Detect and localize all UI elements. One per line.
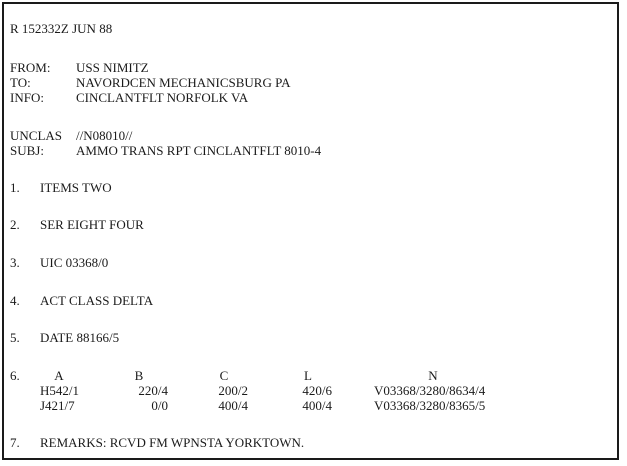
item-number: 4. — [10, 293, 20, 308]
item-number: 6. — [10, 368, 20, 383]
column-header-n: N — [428, 368, 438, 383]
column-header-l: L — [304, 368, 312, 383]
remarks-text: REMARKS: RCVD FM WPNSTA YORKTOWN. — [40, 435, 305, 450]
column-header-b: B — [134, 368, 144, 383]
info-value: CINCLANTFLT NORFOLK VA — [76, 90, 249, 105]
item-text: ACT CLASS DELTA — [40, 293, 154, 308]
item-text: DATE 88166/5 — [40, 330, 120, 345]
cell-n: V03368/3280/8634/4 — [374, 383, 486, 398]
from-label: FROM: — [10, 60, 51, 75]
unclas-label: UNCLAS — [10, 128, 63, 143]
item-text: UIC 03368/0 — [40, 255, 109, 270]
item-number: 3. — [10, 255, 20, 270]
cell-l: 400/4 — [302, 398, 332, 413]
cell-c: 400/4 — [218, 398, 248, 413]
unclas-value: //N08010// — [76, 128, 133, 143]
from-value: USS NIMITZ — [76, 60, 149, 75]
message-document — [2, 2, 619, 460]
info-label: INFO: — [10, 90, 44, 105]
column-header-c: C — [219, 368, 229, 383]
to-value: NAVORDCEN MECHANICSBURG PA — [76, 75, 291, 90]
column-header-a: A — [54, 368, 64, 383]
cell-b: 220/4 — [138, 383, 168, 398]
cell-a: J421/7 — [40, 398, 75, 413]
cell-c: 200/2 — [218, 383, 248, 398]
item-number: 7. — [10, 435, 20, 450]
item-number: 5. — [10, 330, 20, 345]
item-text: SER EIGHT FOUR — [40, 217, 144, 232]
cell-b: 0/0 — [151, 398, 168, 413]
subject-label: SUBJ: — [10, 143, 44, 158]
to-label: TO: — [10, 75, 31, 90]
subject-value: AMMO TRANS RPT CINCLANTFLT 8010-4 — [76, 143, 322, 158]
date-time-group: R 152332Z JUN 88 — [10, 21, 113, 36]
cell-n: V03368/3280/8365/5 — [374, 398, 486, 413]
cell-l: 420/6 — [302, 383, 332, 398]
cell-a: H542/1 — [40, 383, 79, 398]
item-number: 1. — [10, 180, 20, 195]
item-text: ITEMS TWO — [40, 180, 112, 195]
item-number: 2. — [10, 217, 20, 232]
